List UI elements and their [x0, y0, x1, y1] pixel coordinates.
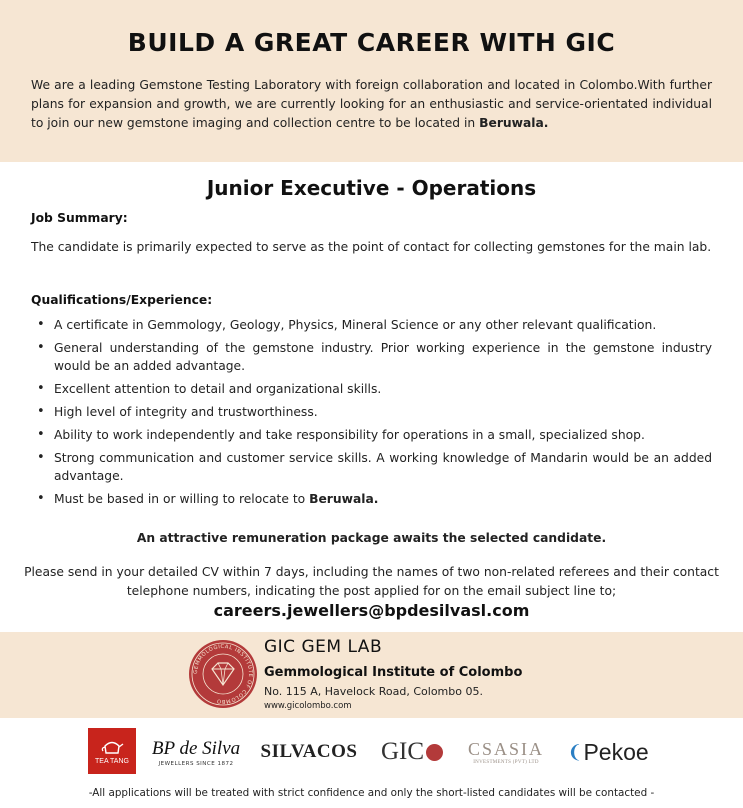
csasia-logo	[466, 726, 546, 778]
gic-seal-logo	[188, 639, 258, 709]
leaf-icon: ❨	[567, 741, 583, 762]
tea-tang-logo	[88, 728, 136, 774]
gic-seal-icon	[426, 744, 443, 761]
csasia-label: CSASIA	[467, 739, 545, 759]
intro-paragraph	[31, 76, 712, 133]
pekoe-label: Pekoe	[583, 738, 649, 765]
list-item: • Ability to work independently and take responsibility for operations in a small, specialized shop.	[31, 426, 712, 444]
pekoe-logo	[563, 726, 653, 778]
qualifications-list	[31, 316, 712, 513]
relocate-place: Beruwala.	[309, 492, 379, 506]
teapot-icon	[100, 738, 124, 756]
list-item: • A certificate in Gemmology, Geology, Physics, Mineral Science or any other relevant qualification.	[31, 316, 712, 334]
list-item: • Strong communication and customer service skills. A working knowledge of Mandarin would be an added advantage.	[31, 449, 712, 485]
bp-de-silva-sub: JEWELLERS SINCE 1872	[158, 760, 234, 767]
relocate-text: Must be based in or willing to relocate to	[54, 492, 306, 506]
summary-heading: Job Summary:	[31, 211, 128, 225]
gic-logo	[372, 726, 452, 778]
seal-text: GEMMOLOGICAL INSTITUTE OF COLOMBO	[192, 643, 254, 705]
list-item	[31, 490, 712, 508]
list-item: • High level of integrity and trustworthiness.	[31, 403, 712, 421]
qualifications-heading: Qualifications/Experience:	[31, 293, 213, 307]
intro-text: We are a leading Gemstone Testing Laboratory with foreign collaboration and located in Colombo.With further plans for expansion and growth, we are currently looking for an enthusiastic and service-orientated individual to join our new gemstone imaging and collection centre to be located in	[31, 78, 712, 130]
lab-website[interactable]: www.gicolombo.com	[264, 701, 352, 711]
silvacos-logo: SILVACOS	[260, 741, 358, 762]
lab-full-name: Gemmological Institute of Colombo	[264, 665, 523, 680]
lab-address: No. 115 A, Havelock Road, Colombo 05.	[264, 685, 483, 698]
tea-tang-label: TEA TANG	[95, 757, 129, 765]
list-item: • General understanding of the gemstone industry. Prior working experience in the gemstone industry would be an added advantage.	[31, 339, 712, 375]
page-title: BUILD A GREAT CAREER WITH GIC	[127, 28, 616, 57]
partner-logos	[0, 726, 743, 778]
job-title: Junior Executive - Operations	[206, 176, 537, 200]
bp-de-silva-label: BP de Silva	[151, 737, 241, 759]
email-link[interactable]: careers.jewellers@bpdesilvasl.com	[213, 601, 530, 620]
bp-de-silva-logo	[148, 726, 244, 778]
summary-text: The candidate is primarily expected to serve as the point of contact for collecting gemstones for the main lab.	[31, 240, 712, 254]
confidentiality-footer: -All applications will be treated with strict confidence and only the short-listed candidates will be contacted -	[88, 787, 655, 799]
list-item: • Excellent attention to detail and organizational skills.	[31, 380, 712, 398]
csasia-sub: INVESTMENTS (PVT) LTD	[473, 760, 539, 765]
lab-name: GIC GEM LAB	[264, 637, 383, 657]
gic-label: GIC	[380, 738, 425, 765]
apply-instructions: Please send in your detailed CV within 7 days, including the names of two non-related referees and their contact telephone numbers, indicating the post applied for on the email subject line to;	[24, 565, 719, 598]
intro-location: Beruwala.	[479, 116, 549, 130]
remuneration-note: An attractive remuneration package awaits the selected candidate.	[136, 531, 607, 545]
